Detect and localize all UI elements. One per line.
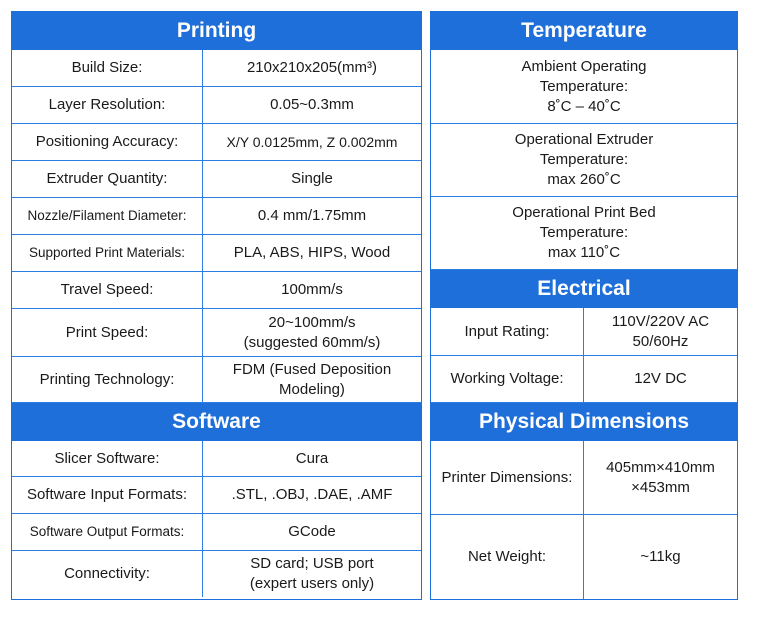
spec-row-layer-resolution xyxy=(12,87,421,124)
spec-label: Working Voltage: xyxy=(431,356,584,402)
spec-row-connectivity xyxy=(12,551,421,597)
spec-value: FDM (Fused Deposition Modeling) xyxy=(232,360,392,398)
spec-value: 20~100mm/s (suggested 60mm/s) xyxy=(243,313,381,351)
spec-row-printer-dimensions xyxy=(431,441,737,515)
spec-row-net-weight xyxy=(431,515,737,599)
right-spec-panel xyxy=(430,11,738,600)
spec-value: .STL, .OBJ, .DAE, .AMF xyxy=(231,486,393,503)
spec-row-printing-technology xyxy=(12,357,421,403)
spec-value: Operational Extruder Temperature: max 260˚C xyxy=(514,131,654,188)
spec-value: ~11kg xyxy=(640,548,681,565)
spec-value: Cura xyxy=(295,449,329,467)
spec-row-print-materials xyxy=(12,235,421,272)
spec-label: Printer Dimensions: xyxy=(431,441,584,514)
spec-value: 110V/220V AC 50/60Hz xyxy=(611,312,710,350)
spec-value: Ambient Operating Temperature: 8˚C – 40˚C xyxy=(521,57,647,115)
spec-row-input-rating xyxy=(431,308,737,356)
spec-label: Layer Resolution: xyxy=(12,87,203,123)
spec-label: Software Input Formats: xyxy=(12,477,203,513)
spec-value: X/Y 0.0125mm, Z 0.002mm xyxy=(226,134,398,150)
spec-value: 12V DC xyxy=(634,370,687,387)
spec-value: 0.05~0.3mm xyxy=(270,96,354,113)
software-section-header: Software xyxy=(12,403,421,441)
spec-row-build-size xyxy=(12,50,421,87)
spec-row-travel-speed xyxy=(12,272,421,309)
spec-label: Print Speed: xyxy=(12,309,203,356)
spec-value: 100mm/s xyxy=(281,281,343,298)
spec-row-output-formats xyxy=(12,514,421,551)
spec-label: Slicer Software: xyxy=(12,441,203,476)
spec-label: Build Size: xyxy=(12,50,203,86)
spec-row-ambient-temperature xyxy=(431,50,737,124)
printing-section-header: Printing xyxy=(12,12,421,50)
spec-row-nozzle-diameter xyxy=(12,198,421,235)
spec-value: Operational Print Bed Temperature: max 110˚C xyxy=(512,204,656,261)
spec-row-extruder-temperature xyxy=(431,124,737,197)
spec-row-input-formats xyxy=(12,477,421,514)
spec-label: Connectivity: xyxy=(12,551,203,597)
left-spec-panel xyxy=(11,11,422,600)
spec-value: PLA, ABS, HIPS, Wood xyxy=(233,244,391,261)
spec-value: GCode xyxy=(288,523,336,540)
spec-value: 405mm×410mm ×453mm xyxy=(606,458,715,496)
spec-row-extruder-quantity xyxy=(12,161,421,198)
spec-value: 210x210x205(mm³) xyxy=(246,59,378,76)
spec-value: 0.4 mm/1.75mm xyxy=(257,207,367,224)
physical-dimensions-section-header: Physical Dimensions xyxy=(431,403,737,441)
spec-label: Supported Print Materials: xyxy=(12,235,203,271)
spec-value: Single xyxy=(291,170,333,187)
spec-label: Extruder Quantity: xyxy=(12,161,203,197)
spec-label: Printing Technology: xyxy=(12,357,203,402)
electrical-section-header: Electrical xyxy=(431,270,737,308)
spec-label: Software Output Formats: xyxy=(12,514,203,550)
spec-label: Net Weight: xyxy=(431,515,584,599)
spec-label: Positioning Accuracy: xyxy=(12,124,203,160)
temperature-section-header: Temperature xyxy=(431,12,737,50)
spec-row-print-speed xyxy=(12,309,421,357)
spec-row-working-voltage xyxy=(431,356,737,403)
spec-row-print-bed-temperature xyxy=(431,197,737,270)
spec-label: Input Rating: xyxy=(431,308,584,355)
spec-row-positioning-accuracy xyxy=(12,124,421,161)
spec-value: SD card; USB port (expert users only) xyxy=(249,555,375,592)
spec-row-slicer-software xyxy=(12,441,421,477)
spec-label: Travel Speed: xyxy=(12,272,203,308)
spec-label: Nozzle/Filament Diameter: xyxy=(12,198,203,234)
